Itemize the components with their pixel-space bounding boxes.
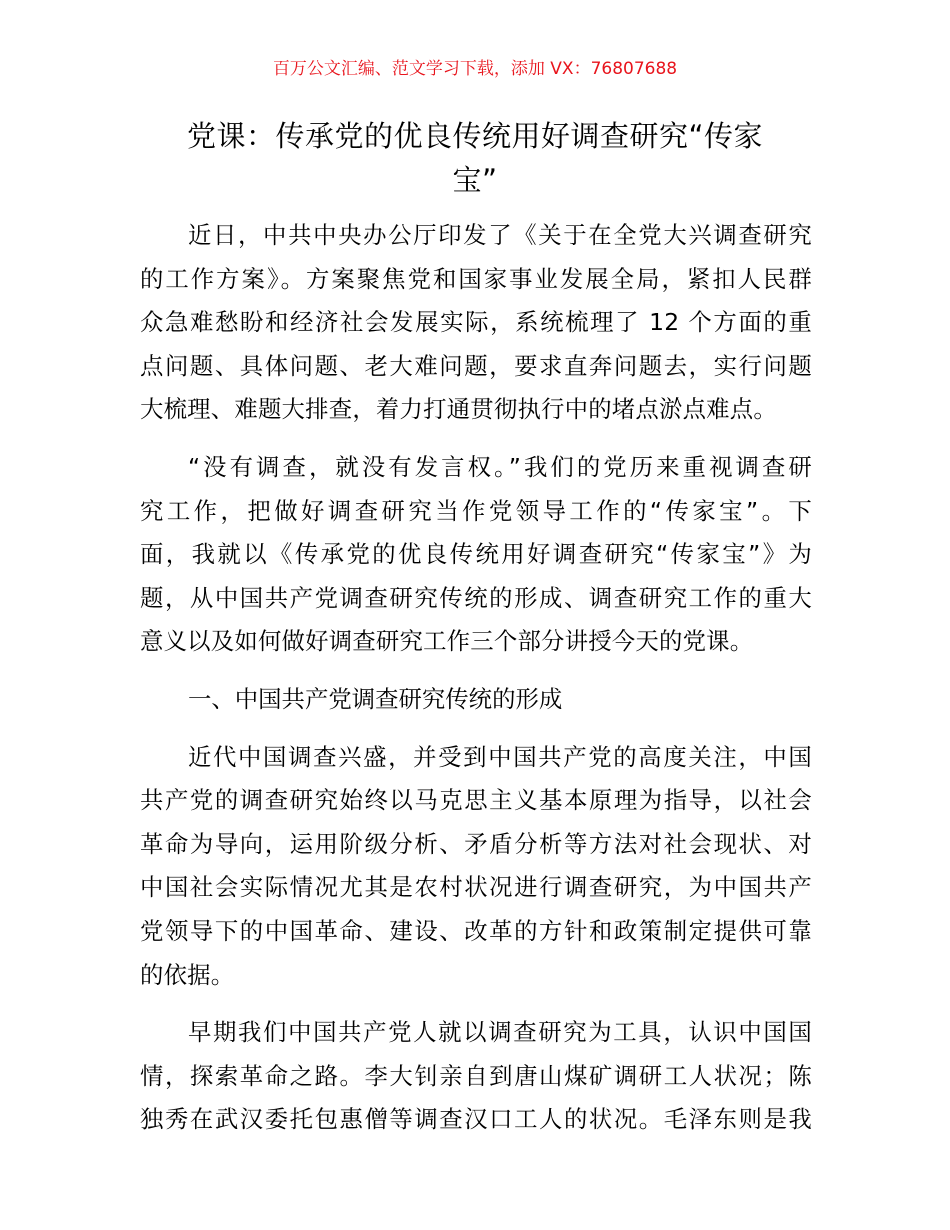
paragraph-1 bbox=[140, 214, 812, 432]
paragraph-line: 点问题、具体问题、老大难问题，要求直奔问题去，实行问题 bbox=[140, 351, 812, 380]
paragraph-2 bbox=[140, 446, 812, 664]
paragraph-line: 究工作，把做好调查研究当作党领导工作的“传家宝”。下 bbox=[140, 496, 812, 525]
section-heading-1: 一、中国共产党调查研究传统的形成 bbox=[188, 684, 563, 713]
paragraph-line: 的依据。 bbox=[140, 960, 235, 989]
document-title bbox=[140, 114, 810, 202]
paragraph-line: 题，从中国共产党调查研究传统的形成、调查研究工作的重大 bbox=[140, 583, 812, 612]
title-line-1: 党课：传承党的优良传统用好调查研究“传家 bbox=[186, 119, 764, 153]
paragraph-line: 中国社会实际情况尤其是农村状况进行调查研究，为中国共产 bbox=[140, 873, 812, 902]
paragraph-line: 党领导下的中国革命、建设、改革的方针和政策制定提供可靠 bbox=[140, 916, 812, 945]
paragraph-line: 共产党的调查研究始终以马克思主义基本原理为指导，以社会 bbox=[140, 786, 812, 815]
paragraph-line: “没有调查，就没有发言权。”我们的党历来重视调查研 bbox=[188, 452, 812, 481]
paragraph-line: 革命为导向，运用阶级分析、矛盾分析等方法对社会现状、对 bbox=[140, 829, 812, 858]
paragraph-line: 早期我们中国共产党人就以调查研究为工具，认识中国国 bbox=[188, 1018, 812, 1047]
paragraph-line: 独秀在武汉委托包惠僧等调查汉口工人的状况。毛泽东则是我 bbox=[140, 1105, 812, 1134]
paragraph-line: 面，我就以《传承党的优良传统用好调查研究“传家宝”》为 bbox=[140, 540, 812, 569]
paragraph-line: 近日，中共中央办公厅印发了《关于在全党大兴调查研究 bbox=[188, 221, 812, 249]
watermark-banner: 百万公文汇编、范文学习下载，添加 VX：76807688 bbox=[272, 59, 678, 79]
paragraph-3 bbox=[140, 736, 812, 998]
paragraph-line: 近代中国调查兴盛，并受到中国共产党的高度关注，中国 bbox=[188, 742, 812, 771]
title-line-2: 宝” bbox=[452, 163, 498, 197]
paragraph-4 bbox=[140, 1011, 812, 1142]
paragraph-line: 情，探索革命之路。李大钊亲自到唐山煤矿调研工人状况；陈 bbox=[140, 1061, 812, 1090]
paragraph-line: 众急难愁盼和经济社会发展实际，系统梳理了 12 个方面的重 bbox=[140, 308, 812, 337]
paragraph-line: 大梳理、难题大排查，着力打通贯彻执行中的堵点淤点难点。 bbox=[140, 395, 777, 424]
document-body bbox=[140, 214, 812, 1156]
paragraph-line: 意义以及如何做好调查研究工作三个部分讲授今天的党课。 bbox=[140, 627, 754, 656]
paragraph-line: 的工作方案》。方案聚焦党和国家事业发展全局，紧扣人民群 bbox=[140, 264, 812, 293]
